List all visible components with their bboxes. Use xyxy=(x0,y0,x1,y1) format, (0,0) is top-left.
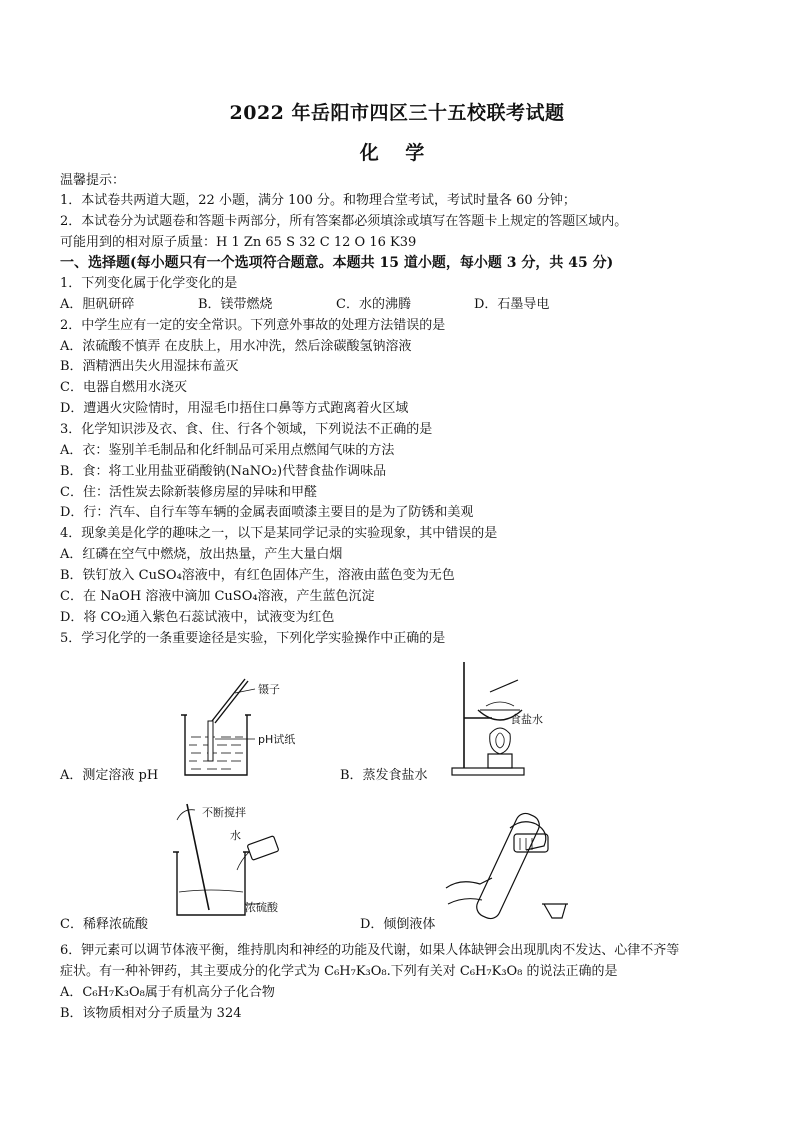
exam-title: 2022 年岳阳市四区三十五校联考试题 xyxy=(229,102,565,124)
option: A．衣：鉴别羊毛制品和化纤制品可采用点燃闻气味的方法 xyxy=(60,443,395,458)
option: B．食：将工业用盐亚硝酸钠(NaNO₂)代替食盐作调味品 xyxy=(60,464,387,479)
question-stem: 3．化学知识涉及衣、食、住、行各个领域，下列说法不正确的是 xyxy=(60,422,433,437)
notice-line: 2．本试卷分为试题卷和答题卡两部分，所有答案都必须填涂或填写在答题卡上规定的答题区域内。 xyxy=(60,214,628,229)
option: B．蒸发食盐水 xyxy=(340,768,428,783)
figure-ph-test xyxy=(175,675,335,780)
question-stem: 1．下列变化属于化学变化的是 xyxy=(60,276,238,291)
option: B．铁钉放入 CuSO₄溶液中，有红色固体产生，溶液由蓝色变为无色 xyxy=(60,568,455,583)
option: D．倾倒液体 xyxy=(360,917,436,932)
option: A．胆矾研碎 xyxy=(60,297,135,312)
notice-line: 1．本试卷共两道大题，22 小题，满分 100 分。和物理合堂考试，考试时量各 60 分钟； xyxy=(60,193,576,208)
question-stem: 症状。有一种补钾药，其主要成分的化学式为 C₆H₇K₃O₈.下列有关对 C₆H₇K₃O₈ 的说法正确的是 xyxy=(60,964,618,979)
option: C．在 NaOH 溶液中滴加 CuSO₄溶液，产生蓝色沉淀 xyxy=(60,589,375,604)
figure-evaporation xyxy=(450,658,560,778)
label-tweezers: 镊子 xyxy=(258,683,280,696)
option: C．住：活性炭去除新装修房屋的异味和甲醛 xyxy=(60,485,317,500)
option: A．C₆H₇K₃O₈属于有机高分子化合物 xyxy=(60,985,275,1000)
question-stem: 5．学习化学的一条重要途径是实验，下列化学实验操作中正确的是 xyxy=(60,631,446,646)
section-heading: 一、选择题(每小题只有一个选项符合题意。本题共 15 道小题，每小题 3 分，共 45 分) xyxy=(60,255,614,271)
atomic-masses: 可能用到的相对原子质量：H 1 Zn 65 S 32 C 12 O 16 K39 xyxy=(60,235,417,250)
notice-heading: 温馨提示： xyxy=(60,173,126,188)
option: B．酒精洒出失火用湿抹布盖灭 xyxy=(60,359,239,374)
option: C．电器自燃用水浇灭 xyxy=(60,380,187,395)
option: D．行：汽车、自行车等车辆的金属表面喷漆主要目的是为了防锈和美观 xyxy=(60,505,474,520)
subject-title: 化 学 xyxy=(359,142,435,164)
label-stir: 不断搅拌 xyxy=(202,806,246,819)
question-stem: 2．中学生应有一定的安全常识。下列意外事故的处理方法错误的是 xyxy=(60,318,446,333)
option: B．镁带燃烧 xyxy=(198,297,273,312)
label-conc-acid: 浓硫酸 xyxy=(245,901,278,914)
option: A．浓硫酸不慎弄 在皮肤上，用水冲洗，然后涂碳酸氢钠溶液 xyxy=(60,339,412,354)
option: B．该物质相对分子质量为 324 xyxy=(60,1006,242,1021)
option: C．稀释浓硫酸 xyxy=(60,917,148,932)
option: A．测定溶液 pH xyxy=(60,768,159,783)
question-stem: 6．钾元素可以调节体液平衡，维持肌肉和神经的功能及代谢，如果人体缺钾会出现肌肉不发达、心律不齐等 xyxy=(60,943,680,958)
option: D．石墨导电 xyxy=(474,297,550,312)
option: D．将 CO₂通入紫色石蕊试液中，试液变为红色 xyxy=(60,610,335,625)
label-ph-paper: pH试纸 xyxy=(258,733,296,746)
label-salt-water: 食盐水 xyxy=(510,713,543,726)
option: D．遭遇火灾险情时，用湿毛巾捂住口鼻等方式跑离着火区域 xyxy=(60,401,409,416)
label-water: 水 xyxy=(230,829,241,842)
option: A．红磷在空气中燃烧，放出热量，产生大量白烟 xyxy=(60,547,343,562)
option: C．水的沸腾 xyxy=(336,297,411,312)
figure-pouring xyxy=(440,808,580,926)
question-stem: 4．现象美是化学的趣味之一，以下是某同学记录的实验现象，其中错误的是 xyxy=(60,526,498,541)
